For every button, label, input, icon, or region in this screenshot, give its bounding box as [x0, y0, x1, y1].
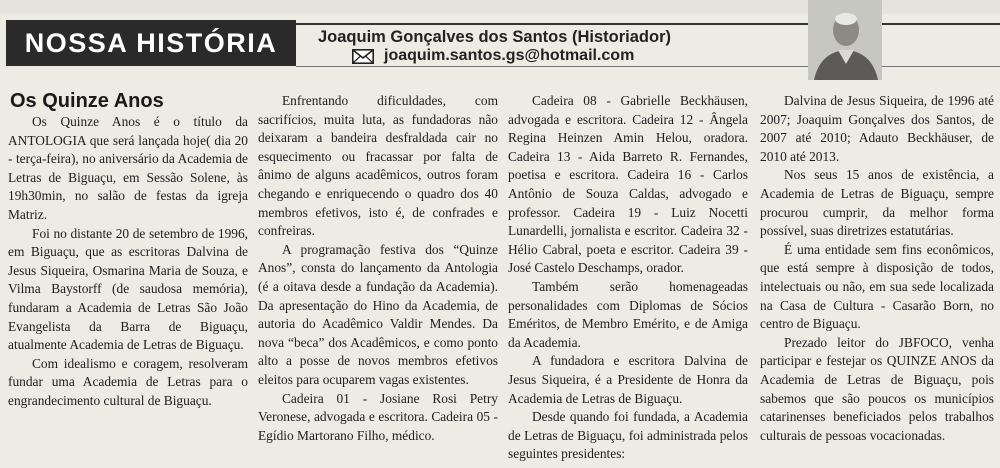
paragraph: Prezado leitor do JBFOCO, venha participar e festejar os QUINZE ANOS da Academia de Letras de Biguaçu, pois sabemos que são poucos os municípios catarinenses beneficiados pelos trabalhos culturais de pessoas vocacionadas.: [760, 334, 994, 443]
paragraph: Com idealismo e coragem, resolveram fundar uma Academia de Letras para o engrandecimento cultural de Biguaçu.: [8, 355, 248, 408]
page-header: [0, 0, 1000, 80]
paragraph: Foi no distante 20 de setembro de 1996, em Biguaçu, que as escritoras Dalvina de Jesus Siqueira, Osmarina Maria de Souza, e Vilma Baystorff (de saudosa memória), fundaram a Academia de Letras São João Evangelista da Barra de Biguaçu, atualmente Academia de Letras de Biguaçu.: [8, 225, 248, 353]
paragraph: A programação festiva dos “Quinze Anos”, consta do lançamento da Antologia (é a oitava desde a fundação da Academia). Da apresentação do Hino da Academia, de autoria do Acadêmico Valdir Mendes. Da nova “beca” dos Acadêmicos, e como ponto alto a posse de novos membros efetivos eleitos para ocuparem vagas existentes.: [258, 241, 498, 387]
article-column-3: [508, 92, 748, 464]
paragraph: Nos seus 15 anos de existência, a Academia de Letras de Biguaçu, sempre procurou cumprir, da melhor forma possível, suas diretrizes estatutárias.: [760, 167, 994, 239]
envelope-icon: [352, 49, 374, 64]
paragraph: Dalvina de Jesus Siqueira, de 1996 até 2007; Joaquim Gonçalves dos Santos, de 2007 até 2010; Adauto Beckhäuser, de 2010 até 2013.: [760, 93, 994, 164]
header-rule-bottom: [296, 66, 1000, 67]
paragraph: Cadeira 08 - Gabrielle Beckhäusen, advogada e escritora. Cadeira 12 - Ângela Regina Heinzen Amin Helou, oradora. Cadeira 13 - Aida Barreto R. Fernandes, poetisa e escritora. Cadeira 16 - Carlos Antônio de Souza Caldas, advogado e professor. Cadeira 19 - Luiz Nocetti Lunardelli, jornalista e escritor. Cadeira 32 - Hélio Cabral, poeta e escritor. Cadeira 39 - José Castelo Deschamps, orador.: [508, 93, 748, 276]
article-title: Os Quinze Anos: [10, 90, 164, 112]
paragraph: Desde quando foi fundada, a Academia de Letras de Biguaçu, foi administrada pelos seguintes presidentes:: [508, 409, 748, 462]
article-column-4: [760, 92, 994, 445]
article-column-1: [8, 113, 248, 411]
author-name: Joaquim Gonçalves dos Santos (Historiador): [318, 28, 671, 46]
paragraph: Cadeira 01 - Josiane Rosi Petry Veronese, advogada e escritora. Cadeira 05 - Egídio Martorano Filho, médico.: [258, 390, 498, 443]
article-column-2: [258, 92, 498, 445]
author-photo: [808, 0, 882, 80]
header-rule-top: [296, 23, 1000, 25]
paragraph: Também serão homenageadas personalidades com Diplomas de Sócios Eméritos, de Membro Emérito, e de Amiga da Academia.: [508, 278, 748, 350]
email-row: [352, 47, 634, 65]
paragraph: Enfrentando dificuldades, com sacrifícios, muita luta, as fundadoras não deixaram a bandeira desfraldada cair no esquecimento ou fracassar por falta de ânimo de alguns acadêmicos, outros foram chegando e enriquecendo o quadro dos 40 membros efetivos, isto é, de confrades e confreiras.: [258, 93, 498, 239]
paragraph: É uma entidade sem fins econômicos, que está sempre à disposição de todos, intelectuais ou não, em sua sede localizada na Casa de Cultura - Casarão Born, no centro de Biguaçu.: [760, 241, 994, 332]
author-email[interactable]: joaquim.santos.gs@hotmail.com: [384, 47, 635, 64]
section-title: NOSSA HISTÓRIA: [6, 20, 296, 66]
paragraph: A fundadora e escritora Dalvina de Jesus Siqueira, é a Presidente de Honra da Academia de Letras de Biguaçu.: [508, 353, 748, 406]
paragraph: Os Quinze Anos é o título da ANTOLOGIA que será lançada hoje( dia 20 - terça-feira), no aniversário da Academia de Letras de Biguaçu, em Sessão Solene, às 19h30min, no salão de festas da igreja Matriz.: [8, 114, 248, 222]
